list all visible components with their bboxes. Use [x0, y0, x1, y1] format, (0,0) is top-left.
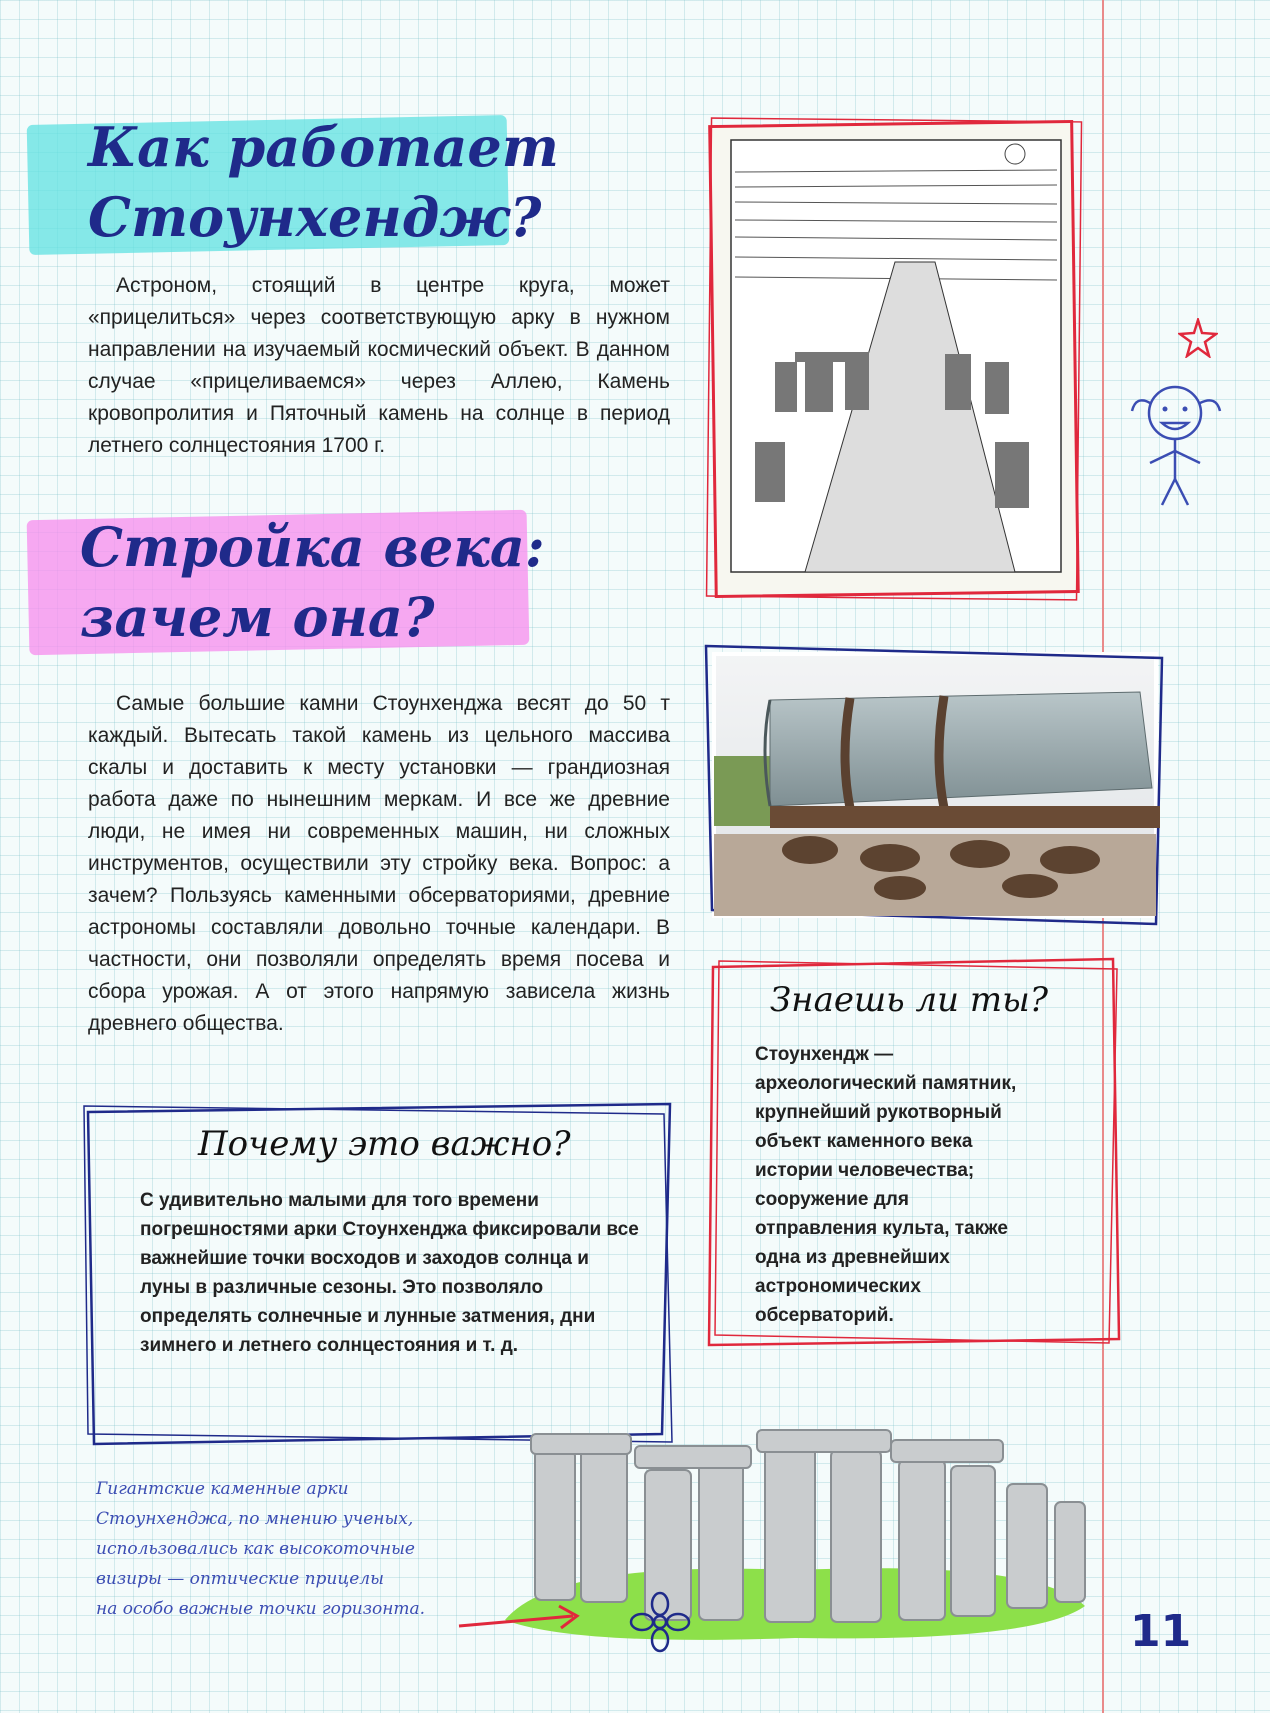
stonehenge-caption — [96, 1474, 425, 1624]
section1-title — [88, 112, 559, 252]
caption-line5: на особо важные точки горизонта. — [96, 1599, 426, 1619]
know-box-text: Стоунхендж — археологический памятник, крупнейший рукотворный объект каменного века истории человечества; сооружение для отправления культа, также одна из древнейших астрономических обсерваторий. — [755, 1044, 1017, 1326]
caption-line2: Стоунхенджа, по мнению ученых, — [96, 1509, 414, 1529]
section1-title-line1: Как работает — [88, 115, 559, 179]
star-doodle-icon — [1178, 318, 1218, 358]
know-box-title: Знаешь ли ты? — [770, 980, 1049, 1020]
sketch-illustration — [695, 112, 1095, 612]
page-number: 11 — [1130, 1606, 1192, 1657]
section1-paragraph: Астроном, стоящий в центре круга, может «прицелиться» через соответствующую арку в нужном направлении на изучаемый космический объект. В данном случае «прицеливаемся» через Аллею, Камень кровопролития и Пяточный камень на солнце в период летнего солнцестояния 1700 г. — [88, 274, 670, 457]
girl-doodle-icon — [1120, 375, 1230, 515]
section2-paragraph: Самые большие камни Стоунхенджа весят до 50 т каждый. Вытесать такой камень из цельного массива скалы и доставить к месту установки — грандиозная работа даже по нынешним меркам. И все же древние люди, не имея ни современных машин, ни сложных инструментов, осуществили эту стройку века. Вопрос: а зачем? Пользуясь каменными обсерваториями, древние астрономы составляли довольно точные календари. В частности, они позволяли определять время посева и сбора урожая. А от этого напрямую зависела жизнь древнего общества. — [88, 692, 670, 1035]
caption-line4: визиры — оптические прицелы — [96, 1569, 384, 1589]
section1-title-line2: Стоунхендж? — [88, 185, 542, 249]
section2-title — [80, 512, 545, 652]
section2-title-line1: Стройка века: — [80, 515, 545, 579]
caption-line1: Гигантские каменные арки — [96, 1479, 349, 1499]
stone-transport-photo — [700, 638, 1170, 928]
caption-line3: использовались как высокоточные — [96, 1539, 415, 1559]
flower-doodle-icon — [628, 1590, 692, 1654]
why-box-title: Почему это важно? — [198, 1124, 571, 1164]
arrow-right-icon — [455, 1600, 595, 1640]
section2-title-line2: зачем она? — [80, 585, 435, 649]
why-box-text: С удивительно малыми для того времени погрешностями арки Стоунхенджа фиксировали все важнейшие точки восходов и заходов солнца и луны в различные сезоны. Это позволяло определять солнечные и лунные затмения, дни зимнего и летнего солнцестояния и т. д. — [140, 1190, 639, 1356]
